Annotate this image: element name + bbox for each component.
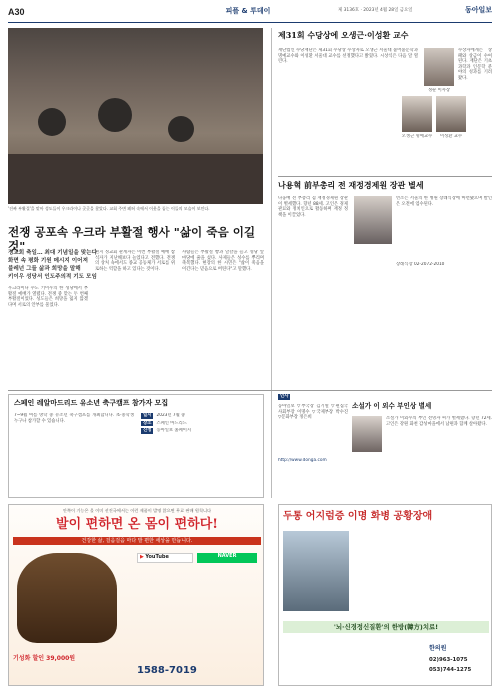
contact-line: 장례식장 02-2072-2010	[396, 262, 445, 267]
portrait-photo	[352, 416, 382, 452]
event-box	[8, 394, 264, 498]
event-body: 7~9월 여름 방학 중 유소년 축구캠프를 개최합니다. 초·중학생 누구나 참가할 수 있습니다.	[14, 413, 134, 424]
article-col: 우크라이나 수도 키이우의 한 성당에서 부활절 예배가 열렸다. 전쟁 중 맞는 두 번째 부활절이었다. 성도들은 희망을 잃지 않겠다며 서로의 안부를 물었다.	[8, 286, 88, 308]
brand-logo: 동아일보	[464, 6, 492, 14]
subhead: 정교회 축일… 최대 기념일을 맞는다	[8, 250, 98, 256]
ad-phone[interactable]: 1588-7019	[137, 665, 197, 676]
article-col: 사람들은 부활절 빵과 달걀을 들고 성당 앞마당에 줄을 섰다. 사제들은 성수를 뿌리며 축복했다. 현장의 한 시민은 "삶이 죽음을 이긴다는 믿음으로 버틴다"고 말했다.	[182, 250, 264, 272]
shoe-ad	[8, 504, 264, 686]
obit-body: 소설가 이외수의 부인 전영자 씨가 별세했다. 향년 72세. 고인은 강원 화천 감성마을에서 남편과 함께 살아왔다.	[386, 416, 492, 427]
subhead: 화면 속 평화 기원 메시지 이어져	[8, 258, 88, 264]
article-body: 나웅배 전 부총리 겸 재정경제원 장관이 별세했다. 향년 88세. 고인은 경제 관료와 정치인으로 활동하며 재정 정책을 이끌었다.	[278, 196, 348, 218]
portrait-photo	[436, 96, 466, 132]
info-label: 신청	[143, 428, 152, 434]
clinic-subline: '뇌·신경정신질환'의 한방(韓方)치료!	[283, 621, 489, 633]
photo-ground	[8, 154, 263, 204]
ad-subline: 건강한 삶, 걸음걸음 마다 발 편한 세상을 만듭니다.	[13, 537, 261, 545]
personnel-list: 동아일보 ▽부국장 김기열 ▽편집국 사회부장 이명수 ▽국제부장 박수진 ▽문화부장 정은희	[278, 404, 348, 421]
article-body: 재단법인 수당재단은 제31회 수당상 수상자로 오생근 서울대 불어불문학과 명예교수와 이성환 서울대 교수를 선정했다고 밝혔다. 시상식은 다음 달 열린다.	[278, 48, 418, 65]
clinic-image	[283, 531, 349, 611]
shoe-image	[17, 553, 117, 643]
ad-headline: 두통 어지럼증 이명 화병 공황장애	[283, 511, 433, 522]
divider	[278, 176, 492, 177]
personnel-section	[278, 394, 492, 498]
clinic-phone[interactable]: 02)963-1075	[429, 657, 468, 663]
section-tag: 인사	[280, 394, 289, 399]
photo-caption: '진짜 부활절'을 맞아 성도들이 우크라이나 곳곳을 찾았다. 교회 주변 폐허 속에서 이웃을 돕는 이들의 모습이 보인다.	[8, 206, 210, 211]
obit-title: 소설가 이 외수 부인상 별세	[352, 402, 432, 410]
subhead: 블레넌 그들 삶과 희망을 말해	[8, 266, 81, 272]
photo-figure	[98, 98, 132, 132]
ad-price: 기성화 할인 39,000원	[13, 655, 76, 662]
info-label: 일시	[143, 413, 152, 418]
article-col: 현지 정교회 관계자는 이번 부활절 예배 참석자가 지난해보다 늘었다고 전했다. 전쟁의 상처 속에서도 종교 공동체가 서로를 위로하는 역할을 하고 있다는 것이다.	[95, 250, 175, 272]
info-value: 2023년 7월 중	[156, 413, 186, 418]
page-number: A30	[8, 7, 25, 17]
naver-badge: NAVER	[197, 553, 257, 563]
main-headline: 전쟁 공포속 우크라 부활절 행사 "삶이 죽음 이길것"	[8, 225, 256, 253]
main-photo	[8, 28, 263, 204]
info-value: 스페인 마드리드	[156, 420, 187, 426]
portrait-photo	[424, 48, 454, 86]
portrait-label: 오생근 명예교수	[401, 134, 433, 139]
clinic-name: 한의원	[429, 645, 447, 652]
divider	[271, 28, 272, 498]
info-value: 동아일보 홈페이지	[156, 428, 192, 434]
website[interactable]: http://www.donga.com	[278, 458, 327, 463]
portrait-photo	[402, 96, 432, 132]
article-body: 빈소는 서울의 한 병원 장례식장에 마련됐으며 발인은 오전에 엄수된다.	[396, 196, 492, 207]
subhead: 키이우 성당서 인도주의적 기도 모임	[8, 274, 97, 280]
event-info	[141, 413, 259, 434]
youtube-label: YouTube	[145, 554, 169, 560]
article-title: 제31회 수당상에 오생근·이성환 교수	[278, 30, 409, 40]
portrait-label: 이성환 교수	[439, 134, 463, 139]
clinic-ad	[278, 504, 492, 686]
portrait-photo	[354, 196, 392, 244]
info-label: 장소	[143, 420, 152, 426]
sidebar-text: 수상자에게는 상패와 상금이 수여된다. 재단은 기초과학과 인문학 분야의 성과를 기려 왔다.	[458, 48, 492, 81]
page-header	[8, 3, 492, 23]
article-title: 나용혁 前부총리 전 재정경제원 장관 별세	[278, 180, 424, 190]
event-title: 스페인 레알마드리드 유소년 축구캠프 참가자 모집	[14, 398, 169, 407]
photo-figure	[168, 116, 194, 142]
divider	[8, 390, 492, 391]
ad-banner-top: 안쪽이 기능은 올 이미 선진국에서는 이런 제품이 발명 않으면 무료 판매 원칙니다	[62, 508, 212, 513]
clinic-phone[interactable]: 053)744-1275	[429, 667, 472, 673]
ad-headline: 발이 편하면 온 몸이 편하다!	[56, 517, 218, 532]
issue-date: 제 3136호 · 2023년 4월 28일 금요일	[338, 8, 413, 13]
youtube-badge	[137, 553, 193, 563]
photo-figure	[38, 108, 66, 136]
portrait-label: 정순 이사장	[427, 88, 451, 93]
section-title: 피플 & 투데이	[225, 7, 271, 15]
youtube-icon: ▶	[140, 554, 144, 560]
